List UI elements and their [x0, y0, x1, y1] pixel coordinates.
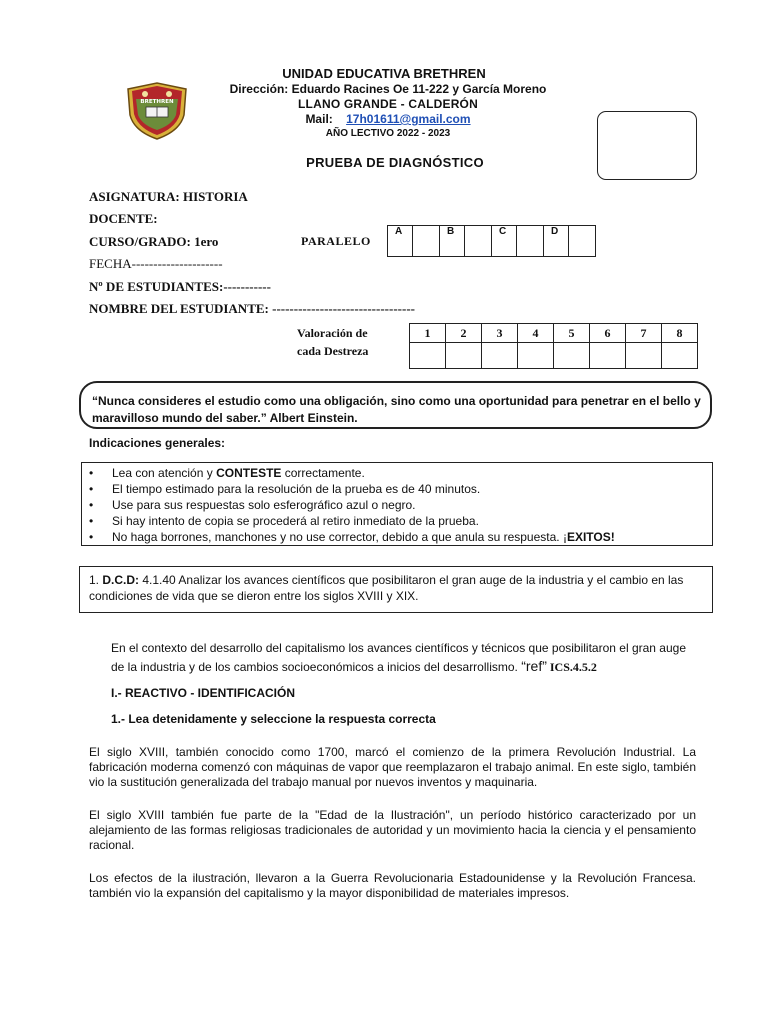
- school-name: UNIDAD EDUCATIVA BRETHREN: [282, 66, 486, 81]
- context-paragraph: En el contexto del desarrollo del capitalismo los avances científicos y técnicos que posibilitaron el gran auge de la industria y de los cambios socioeconómicos a inicios del desarrollismo. “ref” ICS.4.5.2: [111, 641, 686, 674]
- valoracion-label: [297, 324, 368, 360]
- instruction-item: • El tiempo estimado para la resolución de la prueba es de 40 minutos.: [88, 481, 615, 497]
- svg-text:BRETHREN: BRETHREN: [140, 99, 174, 105]
- valoracion-cell-8[interactable]: [662, 343, 698, 369]
- valoracion-cell-5[interactable]: [554, 343, 590, 369]
- course-field: CURSO/GRADO: 1ero: [89, 234, 219, 249]
- dcd-text: [89, 572, 703, 604]
- paralelo-checkbox-d[interactable]: [569, 226, 596, 257]
- general-instructions-title: Indicaciones generales:: [89, 436, 226, 450]
- valoracion-header-2: 2: [446, 324, 482, 343]
- school-address: Dirección: Eduardo Racines Oe 11-222 y García Moreno: [229, 82, 547, 96]
- instruction-item: • Use para sus respuestas solo esferográfico azul o negro.: [88, 497, 615, 513]
- valoracion-cell-3[interactable]: [482, 343, 518, 369]
- instruction-item: • Si hay intento de copia se procederá al retiro inmediato de la prueba.: [88, 513, 615, 529]
- subject-field: ASIGNATURA: HISTORIA: [89, 189, 248, 204]
- instruction-item: • Lea con atención y CONTESTE correctamente.: [88, 465, 615, 481]
- valoracion-header-8: 8: [662, 324, 698, 343]
- school-location: LLANO GRANDE - CALDERÓN: [298, 97, 478, 111]
- valoracion-cell-2[interactable]: [446, 343, 482, 369]
- section-title: I.- REACTIVO - IDENTIFICACIÓN: [111, 686, 295, 700]
- reading-paragraph-3: Los efectos de la ilustración, llevaron a la Guerra Revolucionaria Estadounidense y la Revolución Francesa. también vio la expansión del capitalismo y la mayor disponibilidad de materiales impresos.: [89, 871, 696, 900]
- paralelo-label: PARALELO: [301, 234, 371, 248]
- paralelo-checkbox-c[interactable]: [517, 226, 544, 257]
- einstein-quote: “Nunca consideres el estudio como una obligación, sino como una oportunidad para penetrar en el bello y maravilloso mundo del saber.” Albert Einstein.: [92, 394, 701, 425]
- reading-paragraph-1: El siglo XVIII, también conocido como 1700, marcó el comienzo de la primera Revolución Industrial. La fabricación moderna comenzó con máquinas de vapor que reemplazaron el trabajo animal. En este siglo, también vio la sustitución generalizada del trabajo manual por nuevos inventos y maquinaria.: [89, 745, 696, 789]
- mail-link[interactable]: 17h01611@gmail.com: [346, 112, 471, 126]
- paralelo-option-a: A: [388, 226, 413, 257]
- valoracion-label-line2: cada Destreza: [297, 344, 369, 358]
- exam-title: PRUEBA DE DIAGNÓSTICO: [306, 155, 484, 170]
- paralelo-checkbox-b[interactable]: [465, 226, 492, 257]
- dcd-number: 1.: [89, 573, 100, 587]
- paralelo-checkbox-a[interactable]: [413, 226, 440, 257]
- school-year: AÑO LECTIVO 2022 - 2023: [325, 128, 451, 139]
- valoracion-header-6: 6: [590, 324, 626, 343]
- mail-label: Mail:: [305, 112, 333, 126]
- student-count-field[interactable]: Nº DE ESTUDIANTES:-----------: [89, 279, 271, 294]
- instruction-item: • No haga borrones, manchones y no use corrector, debido a que anula su respuesta. ¡EXITOS!: [88, 529, 615, 545]
- valoracion-cell-1[interactable]: [410, 343, 446, 369]
- paralelo-option-c: C: [492, 226, 517, 257]
- ref-mark: “ref”: [521, 658, 547, 674]
- reading-paragraph-2: El siglo XVIII también fue parte de la "Edad de la Ilustración", un período histórico caracterizado por un alejamiento de las formas religiosas tradicionales de autoridad y un movimiento hacia la ciencia y el pensamiento racional.: [89, 808, 696, 852]
- general-instructions-list: [88, 465, 615, 545]
- dcd-description: 4.1.40 Analizar los avances científicos que posibilitaron el gran auge de la industria y el cambio en las condiciones de vida que se dieron entre los siglos XVIII y XIX.: [89, 573, 684, 603]
- paralelo-option-b: B: [440, 226, 465, 257]
- teacher-field[interactable]: DOCENTE:: [89, 211, 158, 226]
- valoracion-header-7: 7: [626, 324, 662, 343]
- valoracion-table: [409, 323, 698, 369]
- ics-code: ICS.4.5.2: [546, 660, 597, 674]
- valoracion-header-1: 1: [410, 324, 446, 343]
- date-field[interactable]: FECHA---------------------: [89, 256, 223, 271]
- dcd-label: D.C.D:: [102, 573, 140, 587]
- paralelo-option-d: D: [544, 226, 569, 257]
- student-name-field[interactable]: NOMBRE DEL ESTUDIANTE: ---------------------------------: [89, 301, 415, 316]
- paralelo-options: [387, 225, 596, 257]
- valoracion-cell-7[interactable]: [626, 343, 662, 369]
- question-instruction: 1.- Lea detenidamente y seleccione la respuesta correcta: [111, 712, 436, 726]
- valoracion-header-4: 4: [518, 324, 554, 343]
- valoracion-cell-6[interactable]: [590, 343, 626, 369]
- valoracion-header-3: 3: [482, 324, 518, 343]
- valoracion-cell-4[interactable]: [518, 343, 554, 369]
- valoracion-label-line1: Valoración de: [297, 326, 368, 340]
- valoracion-header-5: 5: [554, 324, 590, 343]
